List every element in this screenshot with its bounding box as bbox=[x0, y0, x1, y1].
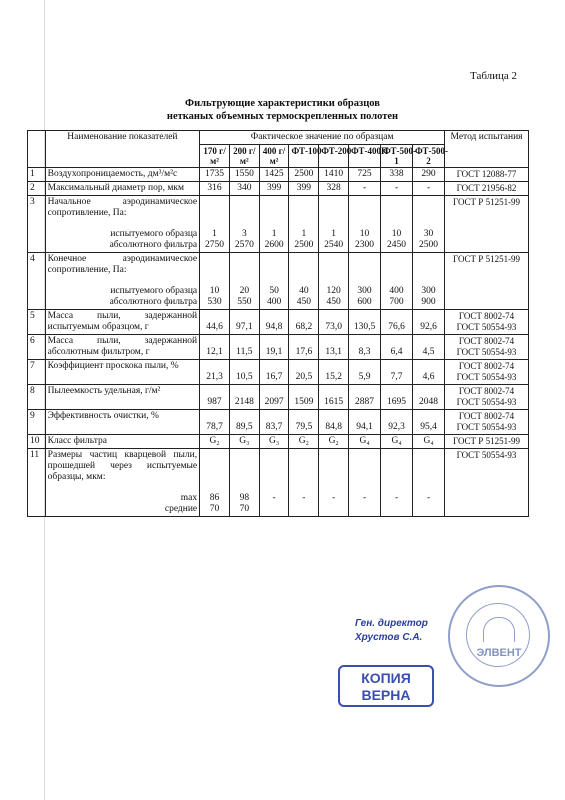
value-cell: 19,1 bbox=[259, 335, 289, 360]
table-row bbox=[28, 182, 529, 196]
row-name-text: Воздухопроницаемость, дм³/м²с bbox=[47, 169, 178, 179]
characteristics-table bbox=[27, 130, 529, 517]
value-line: 2600 bbox=[264, 240, 284, 250]
value-line: 530 bbox=[207, 297, 222, 307]
document-title bbox=[0, 97, 565, 123]
table-row bbox=[28, 410, 529, 435]
row-name-text: Конечное аэродинамическое сопротивление, Па: bbox=[47, 254, 198, 275]
table-row bbox=[28, 253, 529, 310]
value-line: 300 bbox=[421, 286, 436, 296]
signature-block bbox=[355, 617, 428, 645]
value-line: 2570 bbox=[234, 240, 254, 250]
value-cell: 1695 bbox=[381, 385, 413, 410]
value-cell: G₂ bbox=[200, 435, 230, 449]
value-line: 400 bbox=[389, 286, 404, 296]
value-cell: 1425 bbox=[259, 168, 289, 182]
value-cell bbox=[349, 449, 381, 517]
value-line bbox=[291, 504, 316, 515]
title-line-2: нетканых объемных термоскрепленных полотен bbox=[166, 111, 399, 122]
copy-line-2: ВЕРНА bbox=[361, 687, 411, 703]
row-name-text: Размеры частиц кварцевой пыли, прошедшей через испытуемые образцы, мкм: bbox=[47, 450, 198, 482]
value-line: 3 bbox=[241, 229, 247, 239]
value-cell: 21,3 bbox=[200, 360, 230, 385]
value-cell bbox=[319, 449, 349, 517]
value-line: 2450 bbox=[387, 240, 407, 250]
value-line bbox=[383, 504, 410, 515]
row-name bbox=[45, 335, 199, 360]
value-cell: 89,5 bbox=[229, 410, 259, 435]
value-cell: G₄ bbox=[349, 435, 381, 449]
signature-name: Хрустов С.А. bbox=[355, 632, 423, 643]
value-cell bbox=[381, 449, 413, 517]
row-number: 5 bbox=[28, 310, 46, 335]
row-name-text: Масса пыли, задержанной испытуемым образцом, г bbox=[47, 311, 198, 332]
value-line bbox=[262, 504, 287, 515]
sample-header: ФТ-500-1 bbox=[381, 145, 413, 168]
table-body bbox=[28, 168, 529, 517]
copy-line-1: КОПИЯ bbox=[361, 670, 411, 686]
value-line: 70 bbox=[239, 504, 250, 514]
value-cell bbox=[413, 253, 445, 310]
value-line: 70 bbox=[209, 504, 220, 514]
method-cell bbox=[445, 196, 529, 253]
value-cell: 328 bbox=[319, 182, 349, 196]
value-cell: 5,9 bbox=[349, 360, 381, 385]
row-sub-label: испытуемого образца bbox=[110, 229, 198, 239]
value-cell bbox=[413, 196, 445, 253]
value-cell bbox=[289, 196, 319, 253]
row-sub-label: max bbox=[180, 493, 198, 503]
value-cell: 17,6 bbox=[289, 335, 319, 360]
value-cell: 15,2 bbox=[319, 360, 349, 385]
round-seal-stamp bbox=[448, 585, 550, 687]
sample-header: ФТ-500-2 bbox=[413, 145, 445, 168]
value-line: 50 bbox=[269, 286, 279, 296]
value-cell: 13,1 bbox=[319, 335, 349, 360]
value-line bbox=[321, 504, 346, 515]
method-cell bbox=[445, 182, 529, 196]
value-cell: 4,6 bbox=[413, 360, 445, 385]
value-cell: 2048 bbox=[413, 385, 445, 410]
row-number: 2 bbox=[28, 182, 46, 196]
row-name-text: Пылеемкость удельная, г/м² bbox=[47, 386, 161, 396]
sample-header: ФТ-200 bbox=[319, 145, 349, 168]
value-cell bbox=[349, 196, 381, 253]
value-cell: 290 bbox=[413, 168, 445, 182]
value-cell bbox=[259, 449, 289, 517]
signature-title: Ген. директор bbox=[355, 618, 428, 629]
value-line: 2300 bbox=[355, 240, 375, 250]
value-cell: 2887 bbox=[349, 385, 381, 410]
row-number: 4 bbox=[28, 253, 46, 310]
value-cell: 316 bbox=[200, 182, 230, 196]
value-cell: 76,6 bbox=[381, 310, 413, 335]
value-line: 900 bbox=[421, 297, 436, 307]
value-cell bbox=[289, 449, 319, 517]
row-name bbox=[45, 449, 199, 517]
value-cell: 2148 bbox=[229, 385, 259, 410]
value-line: 2540 bbox=[324, 240, 344, 250]
value-line: 86 bbox=[209, 493, 220, 503]
value-line: 2500 bbox=[419, 240, 439, 250]
value-cell: 11,5 bbox=[229, 335, 259, 360]
value-cell: G₂ bbox=[289, 435, 319, 449]
method-text-2: ГОСТ 50554-93 bbox=[456, 372, 517, 382]
row-number: 10 bbox=[28, 435, 46, 449]
sample-header: 170 г/м² bbox=[200, 145, 230, 168]
row-name bbox=[45, 385, 199, 410]
value-cell: G₃ bbox=[259, 435, 289, 449]
value-line: - bbox=[426, 493, 431, 503]
method-text: ГОСТ 21956-82 bbox=[456, 183, 517, 193]
value-cell: 1550 bbox=[229, 168, 259, 182]
value-line: 300 bbox=[357, 286, 372, 296]
method-text: ГОСТ Р 51251-99 bbox=[452, 197, 521, 207]
row-number: 8 bbox=[28, 385, 46, 410]
value-line: 400 bbox=[266, 297, 282, 307]
value-line: 40 bbox=[299, 286, 309, 296]
sample-header: 200 г/м² bbox=[229, 145, 259, 168]
value-line: 98 bbox=[239, 493, 250, 503]
copy-verified-stamp bbox=[338, 665, 434, 707]
value-cell: 7,7 bbox=[381, 360, 413, 385]
value-cell: 1509 bbox=[289, 385, 319, 410]
value-cell: 94,8 bbox=[259, 310, 289, 335]
row-sub-label: абсолютного фильтра bbox=[109, 240, 198, 250]
row-number: 11 bbox=[28, 449, 46, 517]
row-name-text: Масса пыли, задержанной абсолютным фильтром, г bbox=[47, 336, 198, 357]
value-cell: 79,5 bbox=[289, 410, 319, 435]
value-cell: 94,1 bbox=[349, 410, 381, 435]
row-name bbox=[45, 253, 199, 310]
value-cell: 97,1 bbox=[229, 310, 259, 335]
row-sub-label: испытуемого образца bbox=[110, 286, 198, 296]
value-cell bbox=[229, 449, 259, 517]
method-text: ГОСТ 50554-93 bbox=[456, 450, 517, 460]
value-line: 2750 bbox=[205, 240, 225, 250]
value-line: 550 bbox=[237, 297, 252, 307]
sample-header: ФТ-400П bbox=[349, 145, 381, 168]
row-name-text: Начальное аэродинамическое сопротивление, Па: bbox=[47, 197, 198, 218]
value-cell: 68,2 bbox=[289, 310, 319, 335]
col-actual: Фактическое значение по образцам bbox=[200, 131, 445, 145]
value-cell: G₄ bbox=[381, 435, 413, 449]
method-cell bbox=[445, 253, 529, 310]
method-text-2: ГОСТ 50554-93 bbox=[456, 347, 517, 357]
value-line: 10 bbox=[359, 229, 370, 239]
value-cell: - bbox=[381, 182, 413, 196]
row-number: 3 bbox=[28, 196, 46, 253]
table-row bbox=[28, 335, 529, 360]
row-name bbox=[45, 196, 199, 253]
table-row bbox=[28, 360, 529, 385]
method-text-2: ГОСТ 50554-93 bbox=[456, 322, 517, 332]
value-cell: - bbox=[349, 182, 381, 196]
value-cell: 84,8 bbox=[319, 410, 349, 435]
value-cell: 44,6 bbox=[200, 310, 230, 335]
row-number: 7 bbox=[28, 360, 46, 385]
value-line: - bbox=[332, 493, 336, 503]
table-row bbox=[28, 435, 529, 449]
table-row bbox=[28, 449, 529, 517]
method-cell bbox=[445, 385, 529, 410]
method-cell bbox=[445, 335, 529, 360]
value-cell: G₄ bbox=[413, 435, 445, 449]
value-line: 10 bbox=[391, 229, 402, 239]
value-cell: 399 bbox=[289, 182, 319, 196]
value-line: - bbox=[302, 493, 306, 503]
value-line: - bbox=[394, 493, 399, 503]
method-cell bbox=[445, 168, 529, 182]
header-row-1 bbox=[28, 131, 529, 145]
row-name bbox=[45, 435, 199, 449]
value-line: 1 bbox=[271, 229, 277, 239]
value-line: 1 bbox=[301, 229, 307, 239]
row-name-text: Эффективность очистки, % bbox=[47, 411, 159, 421]
value-line: 120 bbox=[326, 286, 341, 296]
value-cell bbox=[381, 196, 413, 253]
value-line: 10 bbox=[209, 286, 220, 296]
value-cell: 1410 bbox=[319, 168, 349, 182]
value-cell bbox=[229, 196, 259, 253]
value-line: 30 bbox=[423, 229, 434, 239]
table-row bbox=[28, 168, 529, 182]
value-line: 700 bbox=[389, 297, 404, 307]
table-row bbox=[28, 385, 529, 410]
value-line: - bbox=[272, 493, 276, 503]
value-cell bbox=[200, 253, 230, 310]
row-name-text: Класс фильтра bbox=[47, 436, 107, 446]
value-line bbox=[415, 504, 442, 515]
value-cell: 6,4 bbox=[381, 335, 413, 360]
value-cell: 10,5 bbox=[229, 360, 259, 385]
row-name bbox=[45, 360, 199, 385]
method-text: ГОСТ 8002-74 bbox=[458, 386, 515, 396]
title-line-1: Фильтрующие характеристики образцов bbox=[185, 98, 380, 109]
value-cell bbox=[259, 196, 289, 253]
value-line: 2500 bbox=[294, 240, 314, 250]
value-cell: 16,7 bbox=[259, 360, 289, 385]
method-cell bbox=[445, 449, 529, 517]
value-cell: 92,6 bbox=[413, 310, 445, 335]
value-cell: 987 bbox=[200, 385, 230, 410]
value-cell: 8,3 bbox=[349, 335, 381, 360]
row-name bbox=[45, 168, 199, 182]
method-text-2: ГОСТ 50554-93 bbox=[456, 422, 517, 432]
value-cell: G₃ bbox=[229, 435, 259, 449]
value-cell: 73,0 bbox=[319, 310, 349, 335]
value-cell: 20,5 bbox=[289, 360, 319, 385]
value-cell: - bbox=[413, 182, 445, 196]
value-cell: 92,3 bbox=[381, 410, 413, 435]
value-cell: 130,5 bbox=[349, 310, 381, 335]
value-cell bbox=[289, 253, 319, 310]
value-cell: 12,1 bbox=[200, 335, 230, 360]
value-cell bbox=[319, 196, 349, 253]
value-line: 20 bbox=[239, 286, 250, 296]
method-cell bbox=[445, 360, 529, 385]
method-text: ГОСТ Р 51251-99 bbox=[452, 254, 521, 264]
row-sub-label: абсолютного фильтра bbox=[109, 297, 198, 307]
sample-header: 400 г/м² bbox=[259, 145, 289, 168]
seal-word: ЭЛВЕНТ bbox=[476, 647, 522, 659]
value-cell: 78,7 bbox=[200, 410, 230, 435]
method-text: ГОСТ 8002-74 bbox=[458, 411, 515, 421]
row-number: 1 bbox=[28, 168, 46, 182]
value-cell: 83,7 bbox=[259, 410, 289, 435]
method-text: ГОСТ 8002-74 bbox=[458, 311, 515, 321]
value-line: 1 bbox=[331, 229, 337, 239]
method-text: ГОСТ 8002-74 bbox=[458, 361, 515, 371]
table-row bbox=[28, 196, 529, 253]
value-cell bbox=[200, 196, 230, 253]
row-name-text: Коэффициент проскока пыли, % bbox=[47, 361, 179, 371]
value-cell: 2500 bbox=[289, 168, 319, 182]
value-cell: 1735 bbox=[200, 168, 230, 182]
value-line: - bbox=[362, 493, 367, 503]
method-text: ГОСТ 8002-74 bbox=[458, 336, 515, 346]
value-cell: 399 bbox=[259, 182, 289, 196]
method-text: ГОСТ Р 51251-99 bbox=[452, 436, 521, 446]
row-number: 6 bbox=[28, 335, 46, 360]
value-cell bbox=[259, 253, 289, 310]
table-number: Таблица 2 bbox=[470, 70, 518, 82]
value-cell: 725 bbox=[349, 168, 381, 182]
method-cell bbox=[445, 310, 529, 335]
row-name bbox=[45, 310, 199, 335]
value-cell: 340 bbox=[229, 182, 259, 196]
method-text-2: ГОСТ 50554-93 bbox=[456, 397, 517, 407]
table-row bbox=[28, 310, 529, 335]
value-line: 450 bbox=[326, 297, 341, 307]
value-cell bbox=[349, 253, 381, 310]
value-cell bbox=[229, 253, 259, 310]
col-no bbox=[28, 131, 46, 168]
row-name-text: Максимальный диаметр пор, мкм bbox=[47, 183, 184, 193]
value-cell: G₂ bbox=[319, 435, 349, 449]
method-cell bbox=[445, 410, 529, 435]
value-cell: 95,4 bbox=[413, 410, 445, 435]
row-name bbox=[45, 182, 199, 196]
method-text: ГОСТ 12088-77 bbox=[456, 169, 517, 179]
value-cell bbox=[200, 449, 230, 517]
value-cell: 4,5 bbox=[413, 335, 445, 360]
value-cell: 1615 bbox=[319, 385, 349, 410]
sample-header: ФТ-100 bbox=[289, 145, 319, 168]
col-method: Метод испытания bbox=[445, 131, 529, 168]
value-line: 1 bbox=[212, 229, 217, 239]
value-line: 600 bbox=[357, 297, 372, 307]
value-line bbox=[351, 504, 378, 515]
row-sub-label: средние bbox=[164, 504, 198, 514]
col-name: Наименование показателей bbox=[45, 131, 199, 168]
value-cell: 2097 bbox=[259, 385, 289, 410]
value-cell bbox=[413, 449, 445, 517]
value-cell bbox=[319, 253, 349, 310]
value-cell bbox=[381, 253, 413, 310]
value-line: 450 bbox=[296, 297, 311, 307]
row-number: 9 bbox=[28, 410, 46, 435]
seal-dome-icon bbox=[483, 617, 515, 642]
value-cell: 338 bbox=[381, 168, 413, 182]
method-cell bbox=[445, 435, 529, 449]
row-name bbox=[45, 410, 199, 435]
